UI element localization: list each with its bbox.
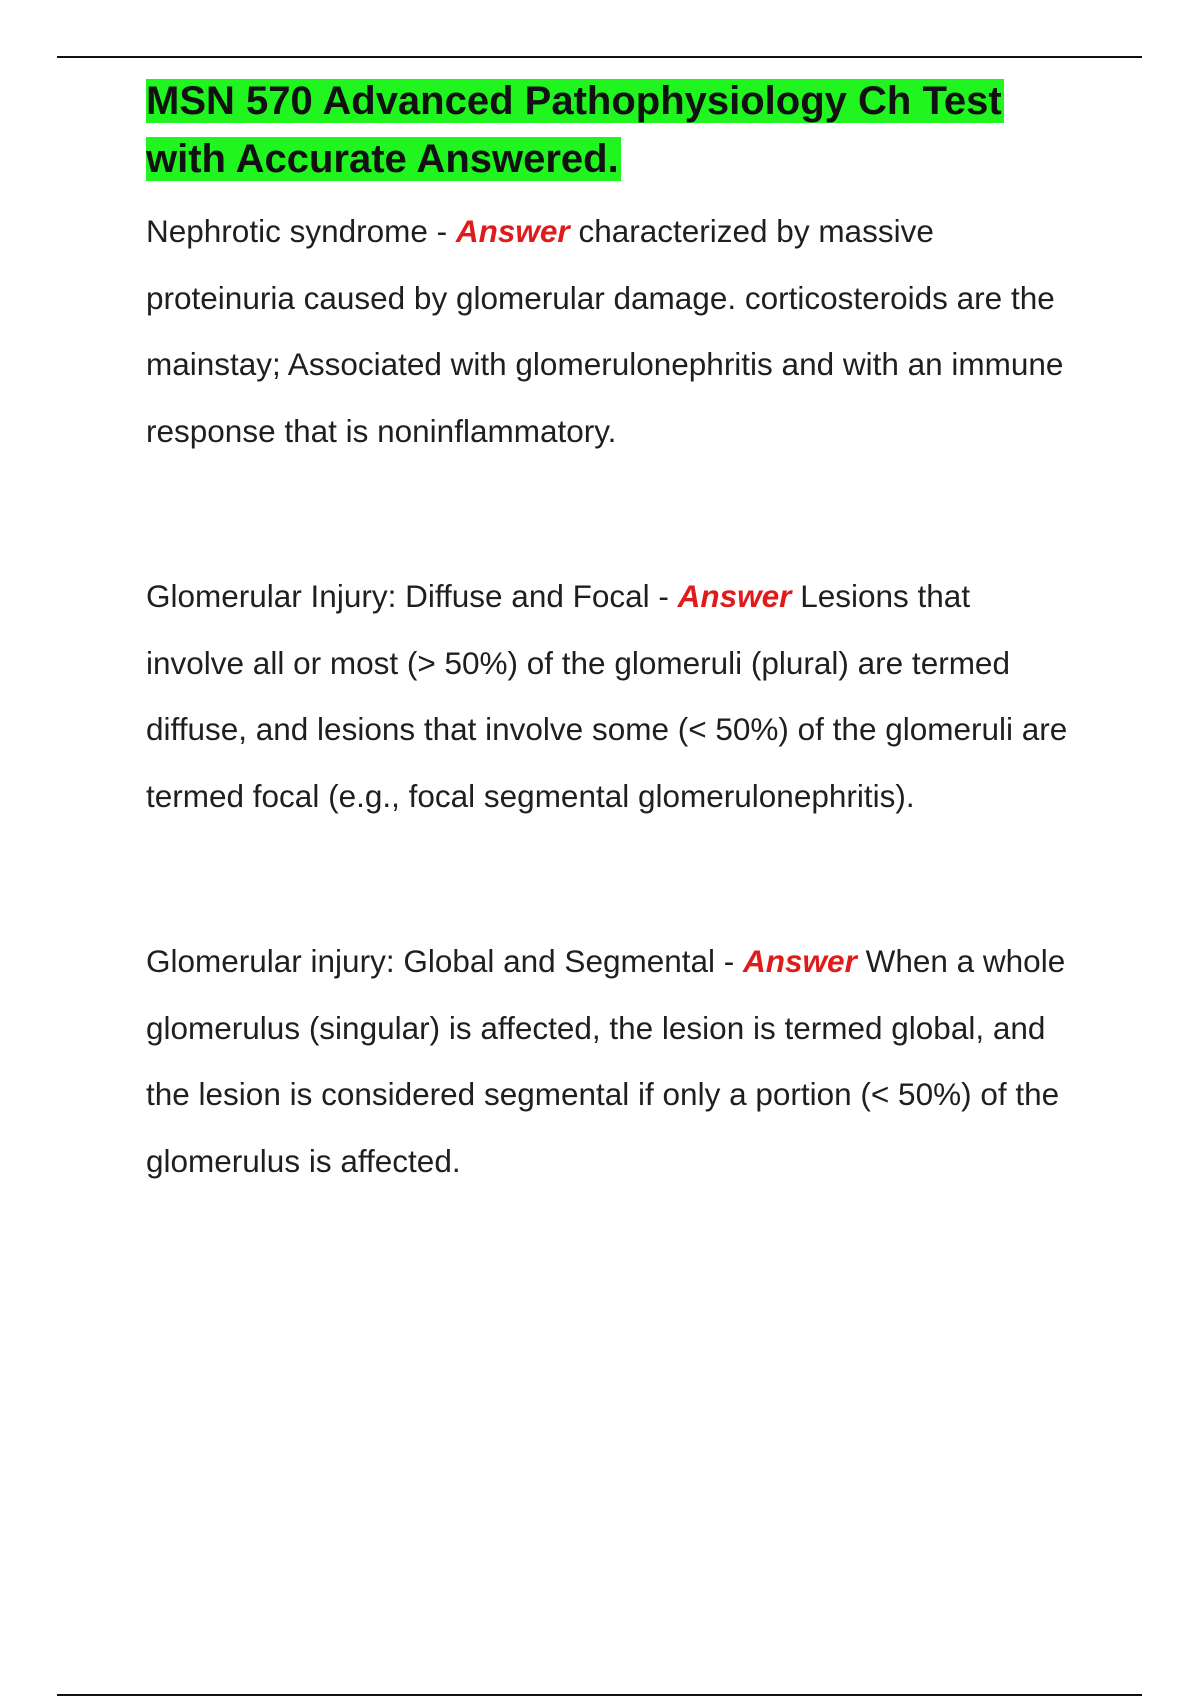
answer-label: Answer [455,213,570,249]
question-text: Nephrotic syndrome - [146,213,448,249]
qa-entry-nephrotic-syndrome [146,198,1076,464]
answer-text: When a whole glomerulus (singular) is affected, the lesion is termed global, and the lesion is considered segmental if only a portion (< 50%) of the glomerulus is affected. [146,943,1066,1179]
bottom-divider [57,1694,1142,1696]
top-divider [57,56,1142,58]
document-title [146,72,1076,188]
qa-entry-global-segmental [146,928,1076,1194]
answer-label: Answer [743,943,857,979]
title-highlight: MSN 570 Advanced Pathophysiology Ch Test with Accurate Answered. [146,79,1002,181]
document-body [146,72,1076,1194]
question-text: Glomerular Injury: Diffuse and Focal - [146,578,669,614]
question-text: Glomerular injury: Global and Segmental - [146,943,735,979]
answer-text: Lesions that involve all or most (> 50%) of the glomeruli (plural) are termed diffuse, and lesions that involve some (< 50%) of the glomeruli are termed focal (e.g., focal segmental glomerulonephritis). [146,578,1068,814]
qa-entry-diffuse-focal [146,563,1076,829]
answer-text: characterized by massive proteinuria caused by glomerular damage. corticosteroids are the mainstay; Associated with glomerulonephritis and with an immune response that is noninflammatory. [146,213,1064,449]
answer-label: Answer [677,578,792,614]
